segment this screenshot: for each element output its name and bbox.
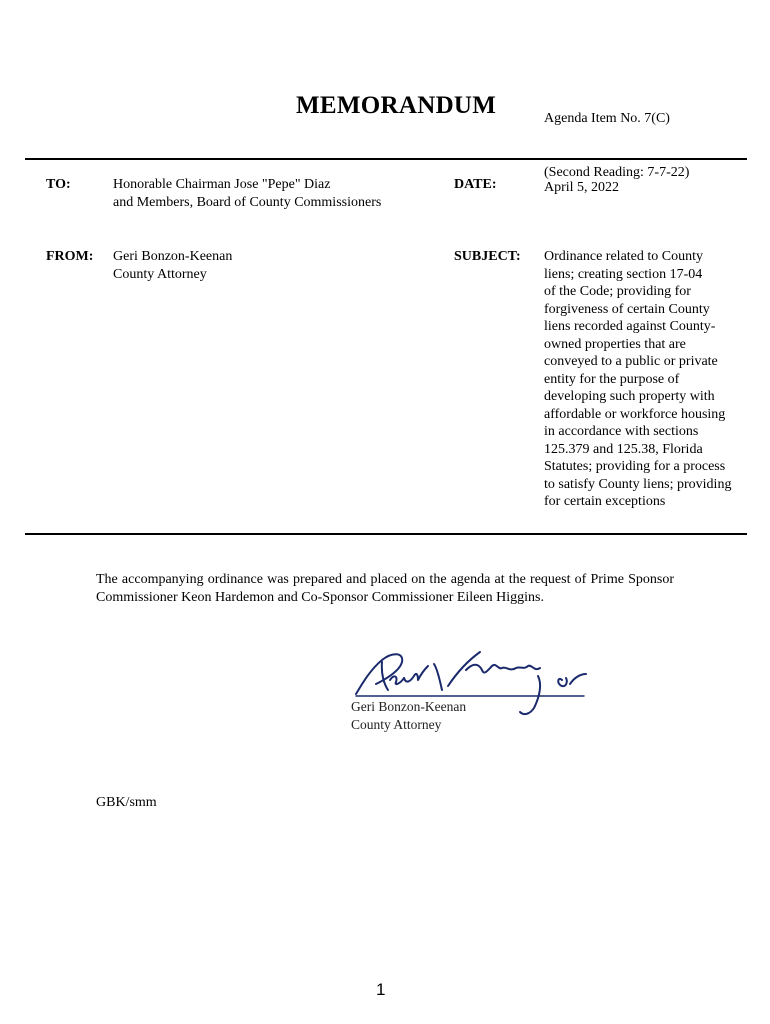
top-divider: [25, 158, 747, 160]
subject-line: entity for the purpose of: [544, 371, 680, 387]
body-paragraph: The accompanying ordinance was prepared and placed on the agenda at the request of Prime Sponsor Commissioner Keon Hardemon and Co-Sponsor Commissioner Eileen Higgins.: [96, 572, 674, 605]
from-sender: [113, 248, 413, 283]
from-line: County Attorney: [113, 266, 207, 282]
typist-initials: GBK/smm: [96, 795, 157, 810]
subject-label: SUBJECT:: [454, 249, 521, 264]
subject-line: in accordance with sections: [544, 424, 699, 439]
to-line: Honorable Chairman Jose "Pepe" Diaz: [113, 177, 331, 192]
subject-line: liens recorded against County-: [544, 319, 716, 334]
to-recipient: [113, 176, 413, 211]
subject-line: 125.379 and 125.38, Florida: [544, 441, 703, 457]
subject-line: developing such property with: [544, 389, 715, 404]
subject-text: [544, 248, 754, 511]
from-label: FROM:: [46, 249, 94, 264]
subject-line: of the Code; providing for: [544, 284, 691, 299]
subject-line: owned properties that are: [544, 336, 686, 352]
memo-title: MEMORANDUM: [296, 92, 497, 119]
subject-line: to satisfy County liens; providing: [544, 476, 732, 492]
to-line: and Members, Board of County Commissioners: [113, 194, 382, 210]
subject-line: Statutes; providing for a process: [544, 459, 726, 474]
signature-block: [351, 698, 466, 734]
subject-line: for certain exceptions: [544, 494, 666, 509]
page-number: 1: [376, 980, 386, 999]
date-label: DATE:: [454, 177, 497, 192]
second-reading-note: (Second Reading: 7-7-22): [544, 165, 690, 180]
subject-line: Ordinance related to County: [544, 249, 704, 264]
to-label: TO:: [46, 177, 71, 192]
subject-line: conveyed to a public or private: [544, 354, 718, 369]
from-line: Geri Bonzon-Keenan: [113, 249, 233, 264]
agenda-item-number: Agenda Item No. 7(C): [544, 111, 670, 126]
subject-line: affordable or workforce housing: [544, 406, 726, 422]
subject-line: forgiveness of certain County: [544, 301, 710, 317]
memo-date: April 5, 2022: [544, 180, 620, 195]
signatory-title: County Attorney: [351, 717, 442, 732]
signatory-name: Geri Bonzon-Keenan: [351, 699, 467, 714]
bottom-divider: [25, 533, 747, 535]
date-value: [544, 165, 744, 195]
subject-line: liens; creating section 17-04: [544, 266, 703, 282]
